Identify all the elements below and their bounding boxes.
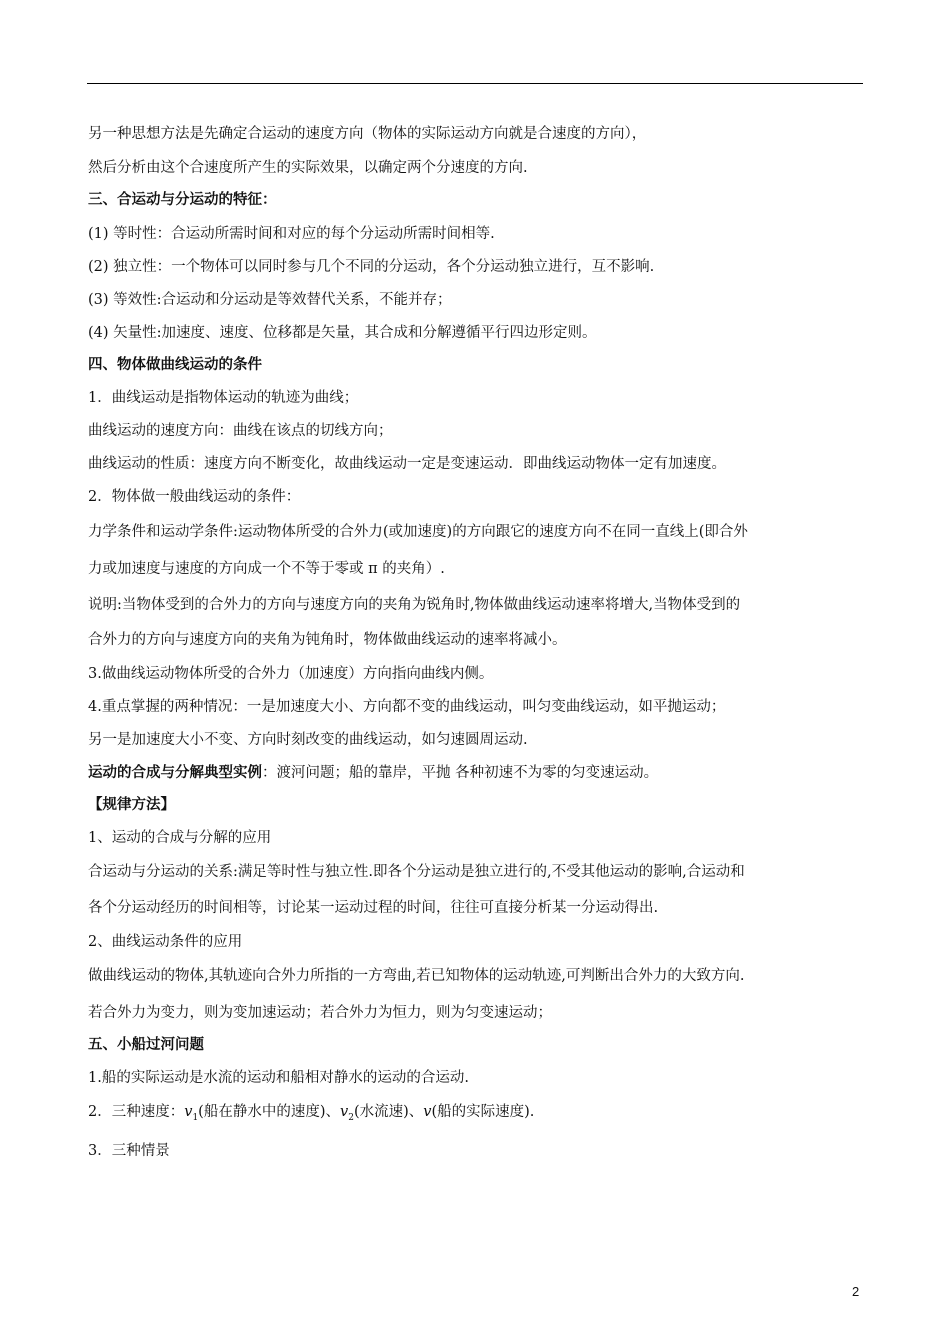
feature-item-4: (4) 矢量性:加速度、速度、位移都是矢量，其合成和分解遵循平行四边形定则。	[88, 325, 597, 341]
v2-subscript: 2	[348, 1112, 354, 1123]
paragraph-line: 2、曲线运动条件的应用	[88, 934, 243, 950]
section-heading-5: 五、小船过河问题	[88, 1036, 204, 1053]
section-heading-3: 三、合运动与分运动的特征：	[88, 191, 277, 208]
paragraph-line: 1、运动的合成与分解的应用	[88, 830, 272, 846]
paragraph-line: 另一种思想方法是先确定合运动的速度方向（物体的实际运动方向就是合速度的方向），	[88, 126, 647, 142]
paragraph-line: 曲线运动的性质：速度方向不断变化，故曲线运动一定是变速运动．即曲线运动物体一定有加速度。	[88, 456, 726, 472]
document-body	[88, 124, 864, 1159]
v2-desc: (水流速)、	[353, 1104, 424, 1120]
paragraph-line: 合外力的方向与速度方向的夹角为钝角时，物体做曲线运动的速率将减小。	[88, 632, 567, 648]
section-heading-4: 四、物体做曲线运动的条件	[88, 356, 262, 373]
paragraph-line: 力或加速度与速度的方向成一个不等于零或 π 的夹角）.	[88, 561, 445, 577]
paragraph-line: 3．三种情景	[88, 1142, 170, 1159]
method-heading: 【规律方法】	[88, 796, 175, 813]
v-desc: (船的实际速度).	[431, 1104, 535, 1120]
paragraph-line: 2．物体做一般曲线运动的条件：	[88, 489, 301, 505]
paragraph-line: 然后分析由这个合速度所产生的实际效果，以确定两个分速度的方向.	[88, 160, 528, 176]
example-line	[88, 763, 864, 783]
speed-line	[88, 1102, 864, 1128]
feature-item-2: (2) 独立性：一个物体可以同时参与几个不同的分运动，各个分运动独立进行，互不影响.	[88, 259, 655, 275]
v1-subscript: 1	[192, 1112, 199, 1123]
paragraph-line: 4.重点掌握的两种情况：一是加速度大小、方向都不变的曲线运动，叫匀变曲线运动，如平抛运动；	[88, 699, 726, 715]
paragraph-line: 曲线运动的速度方向：曲线在该点的切线方向；	[88, 423, 393, 439]
paragraph-line: 各个分运动经历的时间相等，讨论某一运动过程的时间，往往可直接分析某一分运动得出.	[88, 900, 659, 916]
v2-symbol: v	[340, 1104, 349, 1120]
example-text: ：渡河问题；船的靠岸，平抛 各种初速不为零的匀变速运动。	[262, 765, 659, 781]
paragraph-line: 做曲线运动的物体,其轨迹向合外力所指的一方弯曲,若已知物体的运动轨迹,可判断出合外力的大致方向.	[88, 968, 745, 984]
paragraph-line: 3.做曲线运动物体所受的合外力（加速度）方向指向曲线内侧。	[88, 666, 494, 682]
paragraph-line: 合运动与分运动的关系:满足等时性与独立性.即各个分运动是独立进行的,不受其他运动的影响,合运动和	[88, 864, 745, 880]
speed-intro: 2．三种速度：	[88, 1104, 185, 1120]
feature-item-3: (3) 等效性:合运动和分运动是等效替代关系，不能并存；	[88, 292, 452, 308]
paragraph-line: 另一是加速度大小不变、方向时刻改变的曲线运动，如匀速圆周运动.	[88, 732, 528, 748]
paragraph-line: 力学条件和运动学条件:运动物体所受的合外力(或加速度)的方向跟它的速度方向不在同一直线上(即合外	[88, 524, 748, 540]
paragraph-line: 1.船的实际运动是水流的运动和船相对静水的运动的合运动.	[88, 1070, 469, 1086]
paragraph-line: 说明:当物体受到的合外力的方向与速度方向的夹角为锐角时,物体做曲线运动速率将增大,当物体受到的	[88, 597, 741, 613]
page-number: 2	[852, 1284, 860, 1299]
header-rule	[87, 83, 863, 84]
paragraph-line: 若合外力为变力，则为变加速运动；若合外力为恒力，则为匀变速运动；	[88, 1005, 552, 1021]
v1-desc: (船在静水中的速度)、	[198, 1104, 340, 1120]
paragraph-line: 1．曲线运动是指物体运动的轨迹为曲线；	[88, 390, 359, 406]
v1-symbol: v	[184, 1104, 193, 1120]
example-label: 运动的合成与分解典型实例	[88, 764, 262, 781]
feature-item-1: (1) 等时性：合运动所需时间和对应的每个分运动所需时间相等.	[88, 226, 495, 242]
v-symbol: v	[423, 1104, 432, 1120]
